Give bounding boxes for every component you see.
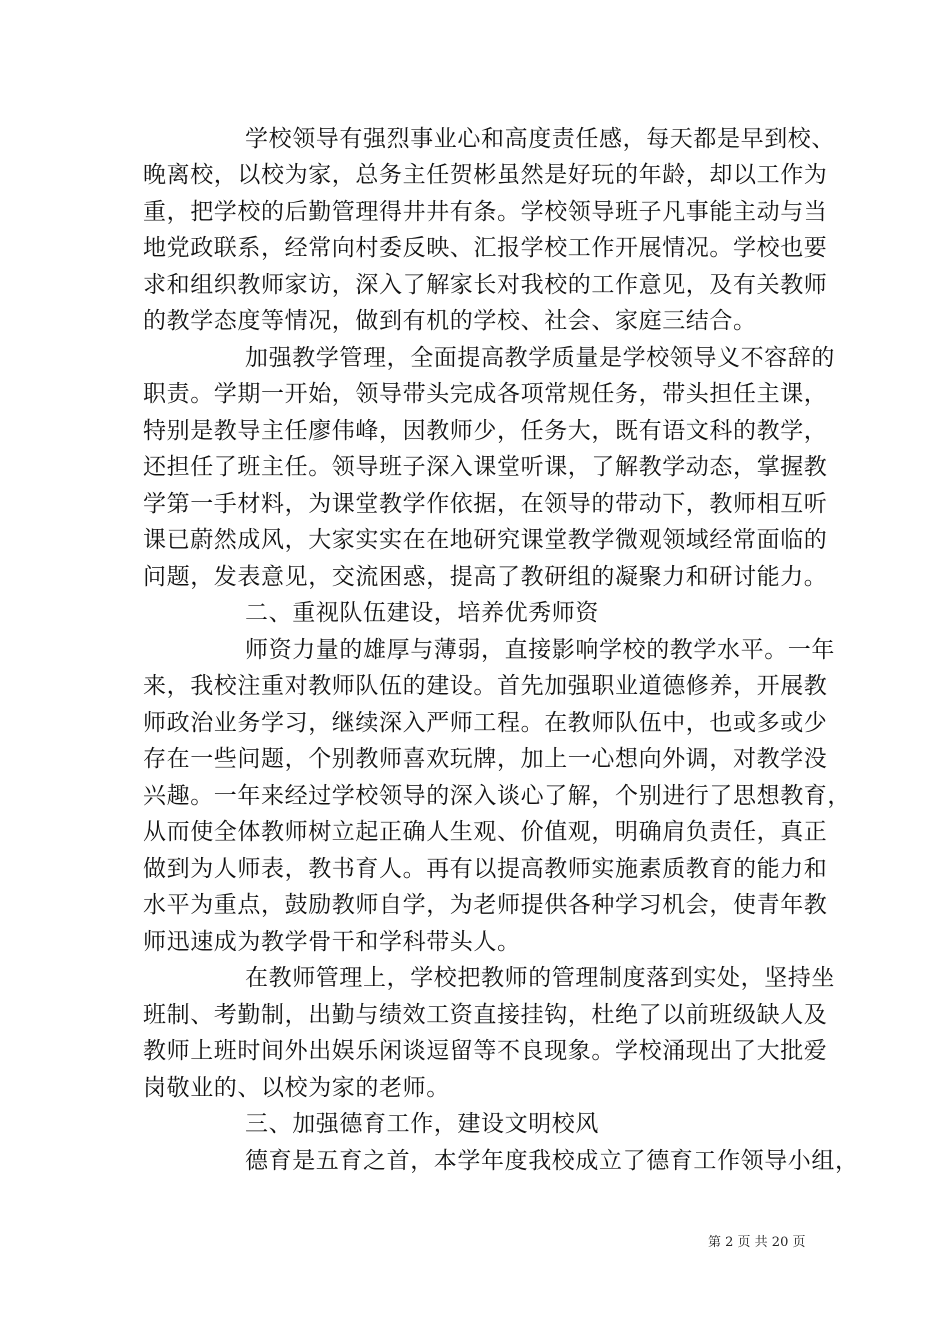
- text-line: 职责。学期一开始，领导带头完成各项常规任务，带头担任主课，: [143, 381, 828, 407]
- text-line: 重，把学校的后勤管理得井井有条。学校领导班子凡事能主动与当: [143, 199, 828, 225]
- text-line: 学第一手材料，为课堂教学作依据，在领导的带动下，教师相互听: [143, 491, 828, 517]
- text-line: 班制、考勤制，出勤与绩效工资直接挂钩，杜绝了以前班级缺人及: [143, 1002, 828, 1028]
- text-line: 特别是教导主任廖伟峰，因教师少，任务大，既有语文科的教学，: [143, 418, 828, 444]
- text-line: 岗敬业的、以校为家的老师。: [143, 1075, 450, 1101]
- text-line: 在教师管理上，学校把教师的管理制度落到实处，坚持坐: [245, 965, 835, 991]
- text-line: 从而使全体教师树立起正确人生观、价值观，明确肩负责任，真正: [143, 819, 828, 845]
- section-heading: 二、重视队伍建设，培养优秀师资: [245, 600, 599, 626]
- text-line: 课已蔚然成风，大家实实在在地研究课堂教学微观领域经常面临的: [143, 527, 828, 553]
- text-line: 问题，发表意见，交流困惑，提高了教研组的凝聚力和研讨能力。: [143, 564, 828, 590]
- text-line: 来，我校注重对教师队伍的建设。首先加强职业道德修养，开展教: [143, 673, 828, 699]
- text-line: 师迅速成为教学骨干和学科带头人。: [143, 929, 521, 955]
- text-line: 师政治业务学习，继续深入严师工程。在教师队伍中，也或多或少: [143, 710, 828, 736]
- text-line: 还担任了班主任。领导班子深入课堂听课，了解教学动态，掌握教: [143, 454, 828, 480]
- text-line: 求和组织教师家访，深入了解家长对我校的工作意见，及有关教师: [143, 272, 828, 298]
- text-line: 加强教学管理，全面提高教学质量是学校领导义不容辞的: [245, 345, 835, 371]
- text-line: 兴趣。一年来经过学校领导的深入谈心了解，个别进行了思想教育，: [143, 783, 851, 809]
- text-line: 德育是五育之首，本学年度我校成立了德育工作领导小组，: [245, 1148, 859, 1174]
- section-heading: 三、加强德育工作，建设文明校风: [245, 1111, 599, 1137]
- text-line: 做到为人师表，教书育人。再有以提高教师实施素质教育的能力和: [143, 856, 828, 882]
- page-number: 第 2 页 共 20 页: [708, 1235, 806, 1250]
- text-line: 存在一些问题，个别教师喜欢玩牌，加上一心想向外调，对教学没: [143, 746, 828, 772]
- text-line: 地党政联系，经常向村委反映、汇报学校工作开展情况。学校也要: [143, 235, 828, 261]
- text-line: 学校领导有强烈事业心和高度责任感，每天都是早到校、: [245, 126, 835, 152]
- text-line: 的教学态度等情况，做到有机的学校、社会、家庭三结合。: [143, 308, 757, 334]
- text-line: 水平为重点，鼓励教师自学，为老师提供各种学习机会，使青年教: [143, 892, 828, 918]
- text-line: 晚离校，以校为家，总务主任贺彬虽然是好玩的年龄，却以工作为: [143, 162, 828, 188]
- text-line: 师资力量的雄厚与薄弱，直接影响学校的教学水平。一年: [245, 637, 835, 663]
- text-line: 教师上班时间外出娱乐闲谈逗留等不良现象。学校涌现出了大批爱: [143, 1038, 828, 1064]
